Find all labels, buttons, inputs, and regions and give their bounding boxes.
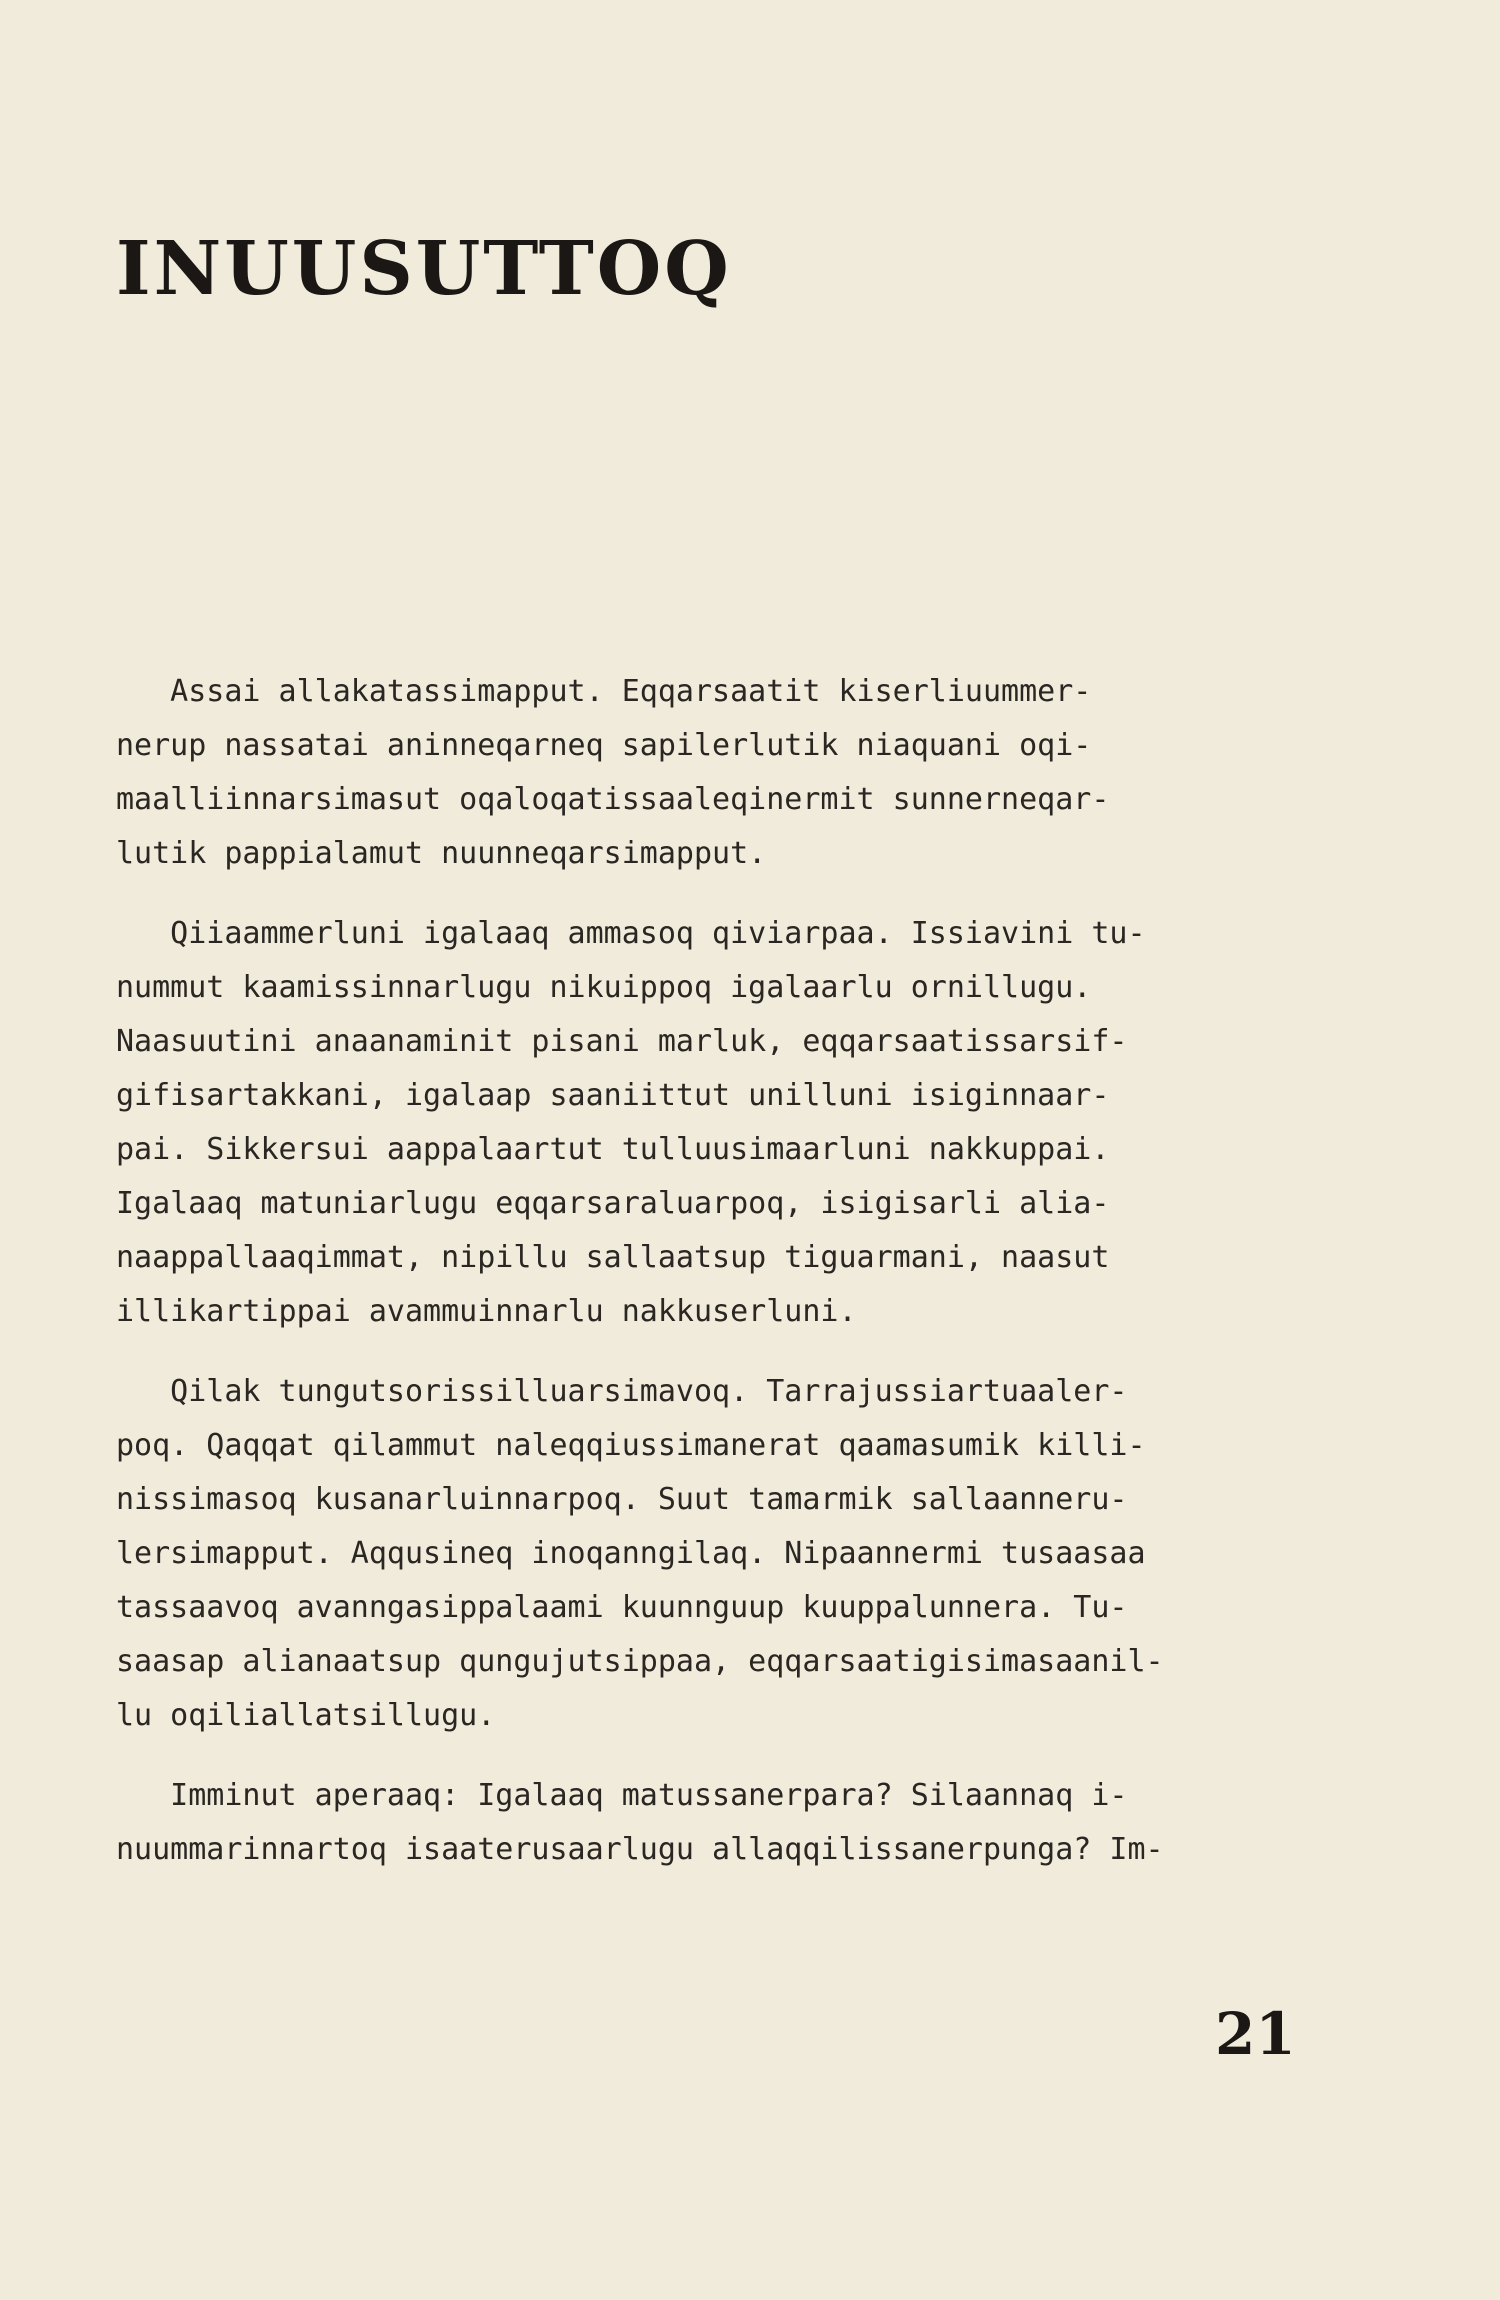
text-line: Qiiaammerluni igalaaq ammasoq qiviarpaa. Issiavini tu- [116,916,1146,951]
paragraph [116,907,1336,1339]
page-number: 21 [1215,2000,1296,2068]
text-line: illikartippai avammuinnarlu nakkuserluni. [116,1294,857,1329]
paragraph [116,1769,1336,1877]
text-line: nerup nassatai aninneqarneq sapilerlutik niaquani oqi- [116,728,1092,763]
text-line: Igalaaq matuniarlugu eqqarsaraluarpoq, isigisarli alia- [116,1186,1110,1221]
text-line: lutik pappialamut nuunneqarsimapput. [116,836,767,871]
text-line: Qilak tungutsorissilluarsimavoq. Tarrajussiartuaaler- [116,1374,1128,1409]
paragraph [116,1365,1336,1743]
text-line: nummut kaamissinnarlugu nikuippoq igalaarlu ornillugu. [116,970,1092,1005]
text-line: lersimapput. Aqqusineq inoqanngilaq. Nipaannermi tusaasaa [116,1536,1146,1571]
paragraph [116,665,1336,881]
text-line: saasap alianaatsup qungujutsippaa, eqqarsaatigisimasaanil- [116,1644,1164,1679]
text-line: Naasuutini anaanaminit pisani marluk, eqqarsaatissarsif- [116,1024,1128,1059]
body-text [116,665,1336,1903]
text-line: naappallaaqimmat, nipillu sallaatsup tiguarmani, naasut [116,1240,1110,1275]
text-line: pai. Sikkersui aappalaartut tulluusimaarluni nakkuppai. [116,1132,1110,1167]
text-line: nuummarinnartoq isaaterusaarlugu allaqqilissanerpunga? Im- [116,1832,1164,1867]
text-line: gifisartakkani, igalaap saaniittut unilluni isiginnaar- [116,1078,1110,1113]
text-line: poq. Qaqqat qilammut naleqqiussimanerat qaamasumik killi- [116,1428,1146,1463]
text-line: nissimasoq kusanarluinnarpoq. Suut tamarmik sallaanneru- [116,1482,1128,1517]
chapter-title: INUUSUTTOQ [116,226,732,312]
text-line: maalliinnarsimasut oqaloqatissaaleqinermit sunnerneqar- [116,782,1110,817]
text-line: Assai allakatassimapput. Eqqarsaatit kiserliuummer- [116,674,1092,709]
text-line: Imminut aperaaq: Igalaaq matussanerpara? Silaannaq i- [116,1778,1128,1813]
text-line: tassaavoq avanngasippalaami kuunnguup kuuppalunnera. Tu- [116,1590,1128,1625]
text-line: lu oqiliallatsillugu. [116,1698,496,1733]
